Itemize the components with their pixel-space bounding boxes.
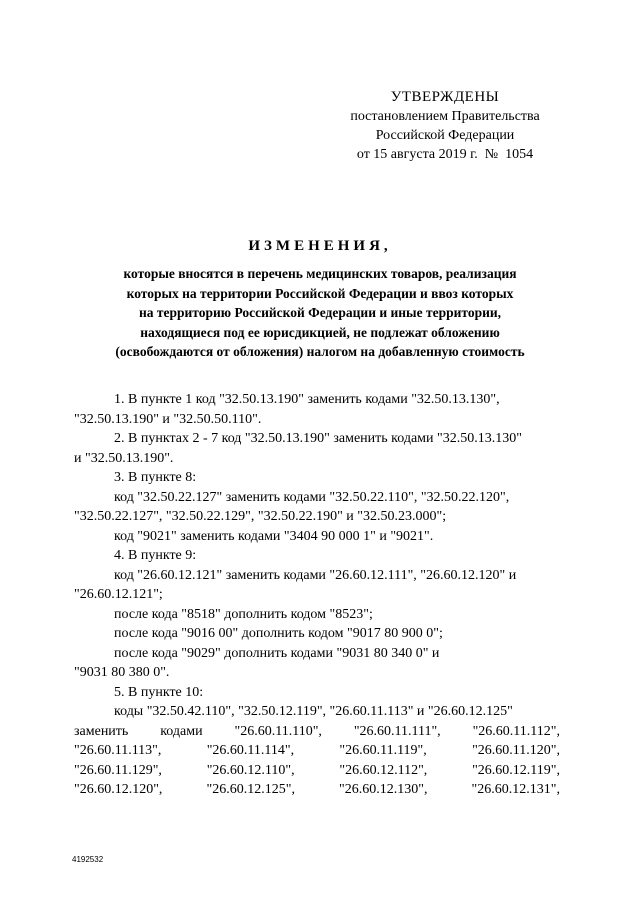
approval-line: постановлением Правительства bbox=[350, 109, 540, 124]
code-cell: кодами bbox=[160, 723, 203, 739]
item-2-line: 2. В пунктах 2 - 7 код "32.50.13.190" заменить кодами "32.50.13.130" bbox=[114, 431, 522, 446]
code-cell: "26.60.11.129", bbox=[74, 762, 162, 778]
approval-block bbox=[330, 88, 560, 164]
item-5-heading: 5. В пункте 10: bbox=[114, 684, 204, 700]
subtitle-line: (освобождаются от обложения) налогом на добавленную стоимость bbox=[115, 344, 525, 359]
code-cell: "26.60.11.111", bbox=[353, 723, 441, 739]
item-5-codes-row bbox=[74, 761, 560, 781]
item-5-codes-row bbox=[74, 741, 560, 761]
item-5-codes-row bbox=[74, 780, 560, 800]
subtitle-line: которые вносятся в перечень медицинских товаров, реализация bbox=[123, 266, 517, 281]
code-cell: "26.60.11.119", bbox=[339, 743, 427, 758]
code-cell: "26.60.12.110", bbox=[206, 762, 295, 778]
approval-line: Российской Федерации bbox=[375, 128, 515, 143]
approval-date-number: от 15 августа 2019 г. № 1054 bbox=[356, 147, 534, 162]
code-cell: "26.60.11.112", bbox=[472, 723, 560, 739]
item-1-line: "32.50.13.190" и "32.50.50.110". bbox=[74, 411, 262, 427]
item-5-codes-row bbox=[74, 722, 560, 742]
document-title: ИЗМЕНЕНИЯ, bbox=[248, 238, 392, 254]
code-cell: "26.60.11.114", bbox=[206, 743, 295, 758]
code-cell: "26.60.12.130", bbox=[339, 782, 428, 797]
item-4-line: после кода "9016 00" дополнить кодом "9017 80 900 0"; bbox=[114, 626, 443, 641]
item-3-line: код "9021" заменить кодами "3404 90 000 1" и "9021". bbox=[114, 528, 434, 544]
code-cell: "26.60.11.110", bbox=[234, 723, 322, 739]
code-cell: "26.60.12.119", bbox=[472, 762, 560, 778]
item-3-line: "32.50.22.127", "32.50.22.129", "32.50.22.190" и "32.50.23.000"; bbox=[74, 509, 447, 524]
item-4-line: "9031 80 380 0". bbox=[74, 665, 170, 680]
item-3-heading: 3. В пункте 8: bbox=[114, 470, 197, 485]
document-id-footer: 4192532 bbox=[72, 855, 104, 864]
item-5-line: коды "32.50.42.110", "32.50.12.119", "26.60.11.113" и "26.60.12.125" bbox=[114, 704, 513, 719]
document-body bbox=[74, 390, 560, 800]
item-4-line: после кода "9029" дополнить кодами "9031 80 340 0" и bbox=[114, 645, 440, 661]
code-cell: заменить bbox=[74, 723, 129, 739]
code-cell: "26.60.12.112", bbox=[339, 762, 428, 778]
item-2-line: и "32.50.13.190". bbox=[74, 450, 174, 466]
item-1-line: 1. В пункте 1 код "32.50.13.190" заменить кодами "32.50.13.130", bbox=[114, 392, 500, 407]
code-cell: "26.60.12.131", bbox=[471, 782, 560, 797]
document-subtitle bbox=[70, 264, 570, 362]
code-cell: "26.60.12.125", bbox=[206, 782, 295, 797]
item-3-line: код "32.50.22.127" заменить кодами "32.50.22.110", "32.50.22.120", bbox=[114, 489, 510, 505]
item-4-line: "26.60.12.121"; bbox=[74, 587, 163, 602]
code-cell: "26.60.11.120", bbox=[472, 743, 560, 758]
approval-heading: УТВЕРЖДЕНЫ bbox=[390, 89, 500, 105]
code-cell: "26.60.11.113", bbox=[74, 743, 162, 758]
subtitle-line: на территорию Российской Федерации и иные территории, bbox=[138, 305, 502, 320]
code-cell: "26.60.12.120", bbox=[74, 782, 163, 797]
subtitle-line: которых на территории Российской Федерации и ввоз которых bbox=[126, 285, 514, 301]
item-4-line: после кода "8518" дополнить кодом "8523"; bbox=[114, 606, 373, 622]
item-4-heading: 4. В пункте 9: bbox=[114, 548, 197, 563]
item-4-line: код "26.60.12.121" заменить кодами "26.60.12.111", "26.60.12.120" и bbox=[114, 567, 517, 583]
subtitle-line: находящиеся под ее юрисдикцией, не подлежат обложению bbox=[140, 324, 500, 340]
